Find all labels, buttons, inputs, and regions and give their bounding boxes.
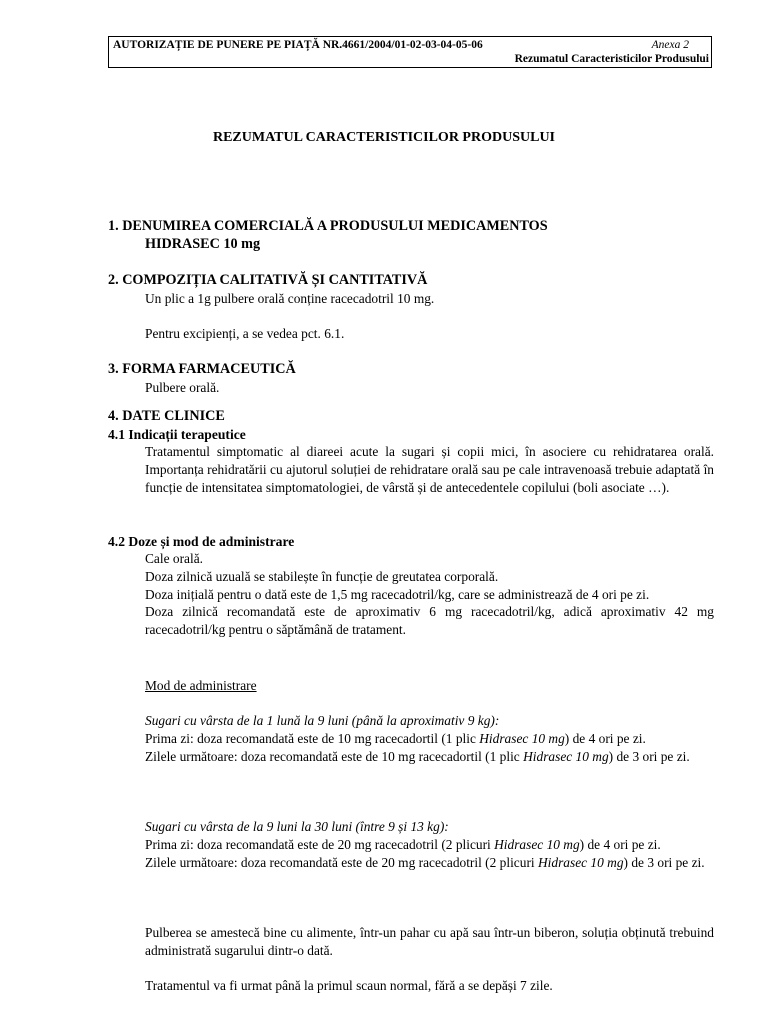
section-1-heading: 1. DENUMIREA COMERCIALĂ A PRODUSULUI MEDICAMENTOS <box>108 218 548 234</box>
composition-text: Un plic a 1g pulbere orală conține racecadotril 10 mg. <box>145 291 435 306</box>
authorization-number: AUTORIZAȚIE DE PUNERE PE PIAȚĂ NR.4661/2004/01-02-03-04-05-06 <box>113 39 483 51</box>
usual-dose-text: Doza zilnică uzuală se stabilește în funcție de greutatea corporală. <box>145 568 499 584</box>
pharmaceutical-form: Pulbere orală. <box>145 380 220 395</box>
infant-group-1-day1: Prima zi: doza recomandată este de 10 mg racecadortil (1 plic Hidrasec 10 mg) de 4 ori pe zi. <box>145 730 646 746</box>
route-text: Cale orală. <box>145 551 203 566</box>
section-4-2-heading: 4.2 Doze și mod de administrare <box>108 534 295 549</box>
infant-group-1-following-days: Zilele următoare: doza recomandată este de 10 mg racecadortil (1 plic Hidrasec 10 mg) de 3 ori pe zi. <box>145 748 690 764</box>
section-4-1-heading: 4.1 Indicații terapeutice <box>108 427 246 442</box>
section-2-heading: 2. COMPOZIȚIA CALITATIVĂ ȘI CANTITATIVĂ <box>108 272 428 288</box>
document-header-box <box>108 36 712 68</box>
section-3-heading: 3. FORMA FARMACEUTICĂ <box>108 361 296 377</box>
document-title: REZUMATUL CARACTERISTICILOR PRODUSULUI <box>212 130 555 145</box>
mixing-instructions: Pulberea se amestecă bine cu alimente, într-un pahar cu apă sau într-un biberon, soluția obținută trebuind administrată sugarului dintr-o dată. <box>145 925 714 958</box>
infant-group-2 <box>145 818 714 871</box>
excipients-note: Pentru excipienți, a se vedea pct. 6.1. <box>145 326 345 341</box>
treatment-duration: Tratamentul va fi urmat până la primul scaun normal, fără a se depăși 7 zile. <box>145 978 553 993</box>
infant-group-2-following-days: Zilele următoare: doza recomandată este de 20 mg racecadotril (2 plicuri Hidrasec 10 mg) de 3 ori pe zi. <box>145 854 705 870</box>
section-4-heading: 4. DATE CLINICE <box>108 408 225 424</box>
initial-dose-text: Doza inițială pentru o dată este de 1,5 mg racecadotril/kg, care se administrează de 4 ori pe zi. <box>145 586 650 602</box>
annex-label: Anexa 2 <box>651 39 689 51</box>
header-subtitle: Rezumatul Caracteristicilor Produsului <box>514 53 709 65</box>
indications-text: Tratamentul simptomatic al diareei acute la sugari și copii mici, în asociere cu rehidratarea orală. Importanța rehidratării cu ajutorul soluției de rehidratare orală sau pe cale intravenoasă trebuie adaptată în funcție de intensitatea simptomatologiei, de vârstă și de antecedentele copilului (boli asociate …). <box>145 444 714 495</box>
infant-group-1 <box>145 712 714 765</box>
infant-group-2-day1: Prima zi: doza recomandată este de 20 mg racecadotril (2 plicuri Hidrasec 10 mg) de 4 ori pe zi. <box>145 836 661 852</box>
infant-group-1-heading: Sugari cu vârsta de la 1 lună la 9 luni (până la aproximativ 9 kg): <box>145 713 500 728</box>
infant-group-2-heading: Sugari cu vârsta de la 9 luni la 30 luni (între 9 și 13 kg): <box>145 819 449 834</box>
administration-mode-heading: Mod de administrare <box>145 678 257 693</box>
product-name: HIDRASEC 10 mg <box>145 236 261 252</box>
dosage-block <box>145 550 714 639</box>
recommended-dose-text: Doza zilnică recomandată este de aproximativ 6 mg racecadotril/kg, adică aproximativ 42 mg racecadotril/kg pentru o săptămână de tratament. <box>145 604 714 638</box>
